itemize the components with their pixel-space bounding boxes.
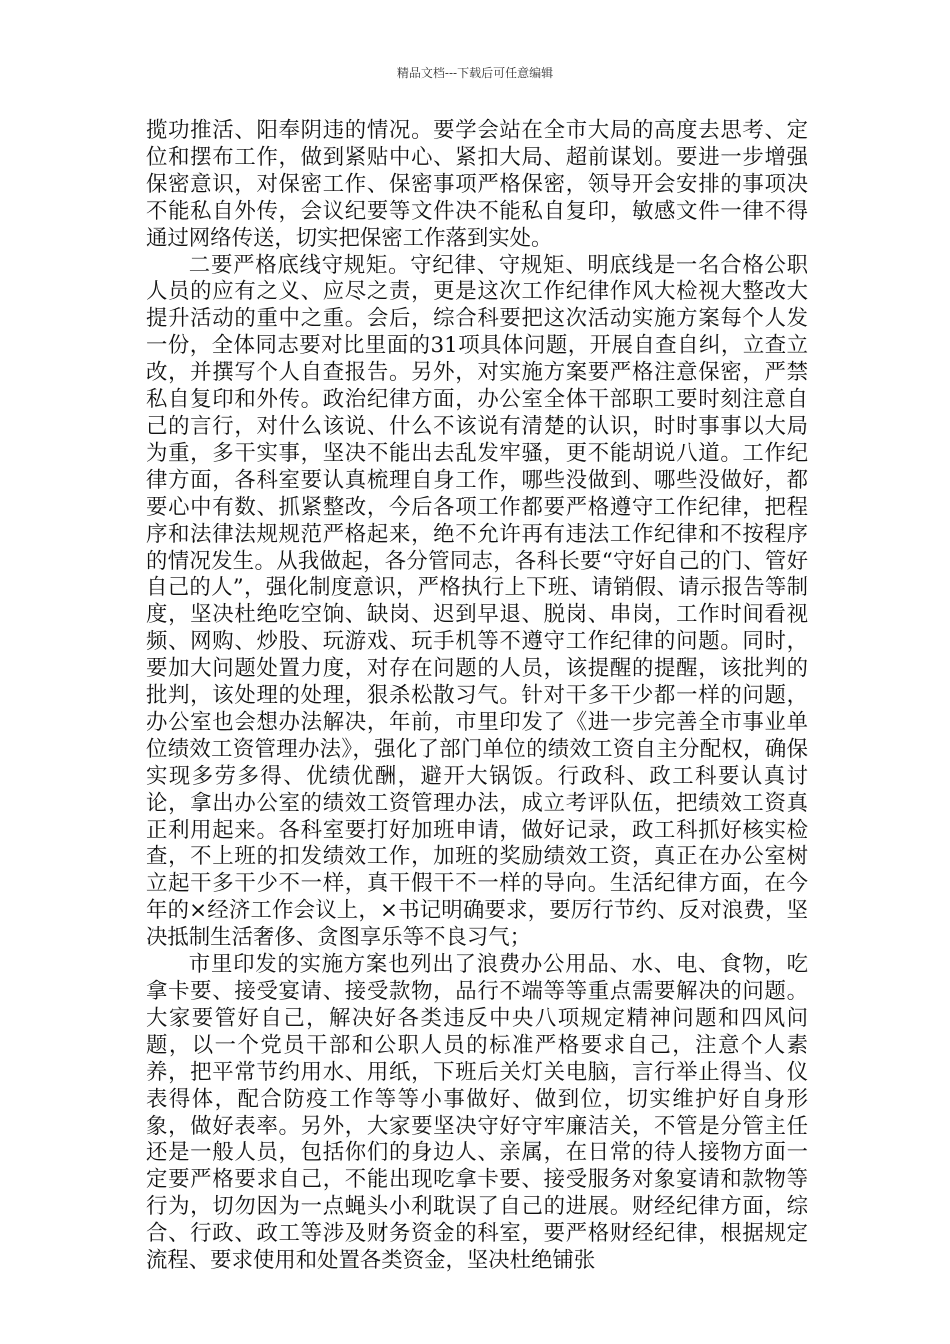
document-body [146, 118, 808, 1275]
page-header: 精品文档---下载后可任意编辑 [396, 66, 554, 80]
paragraph-implementation-plan: 市里印发的实施方案也列出了浪费办公用品、水、电、食物，吃拿卡要、接受宴请、接受款物，品行不端等等重点需要解决的问题。大家要管好自己，解决好各类违反中央八项规定精神问题和四风问题，以一个党员干部和公职人员的标准严格要求自己，注意个人素养，把平常节约用水、用纸，下班后关灯关电脑，言行举止得当、仪表得体，配合防疫工作等等小事做好、做到位，切实维护好自身形象，做好表率。另外，大家要坚决守好守牢廉洁关，不管是分管主任还是一般人员，包括你们的身边人、亲属，在日常的待人接物方面一定要严格要求自己，不能出现吃拿卡要、接受服务对象宴请和款物等行为，切勿因为一点蝇头小利耽误了自己的进展。财经纪律方面，综合、行政、政工等涉及财务资金的科室，要严格财经纪律，根据规定流程、要求使用和处置各类资金，坚决杜绝铺张 [146, 952, 808, 1274]
paragraph-discipline-rules: 二要严格底线守规矩。守纪律、守规矩、明底线是一名合格公职人员的应有之义、应尽之责，更是这次工作纪律作风大检视大整改大提升活动的重中之重。会后，综合科要把这次活动实施方案每个人发一份，全体同志要对比里面的31项具体问题，开展自查自纠，立查立改，并撰写个人自查报告。另外，对实施方案要严格注意保密，严禁私自复印和外传。政治纪律方面，办公室全体干部职工要时刻注意自己的言行，对什么该说、什么不该说有清楚的认识，时时事事以大局为重，多干实事，坚决不能出去乱发牢骚，更不能胡说八道。工作纪律方面，各科室要认真梳理自身工作，哪些没做到、哪些没做好，都要心中有数、抓紧整改，今后各项工作都要严格遵守工作纪律，把程序和法律法规规范严格起来，绝不允许再有违法工作纪律和不按程序的情况发生。从我做起，各分管同志，各科长要“守好自己的门、管好自己的人”，强化制度意识，严格执行上下班、请销假、请示报告等制度，坚决杜绝吃空饷、缺岗、迟到早退、脱岗、串岗，工作时间看视频、网购、炒股、玩游戏、玩手机等不遵守工作纪律的问题。同时，要加大问题处置力度，对存在问题的人员，该提醒的提醒，该批判的批判，该处理的处理，狠杀松散习气。针对干多干少都一样的问题，办公室也会想办法解决，年前，市里印发了《进一步完善全市事业单位绩效工资管理办法》，强化了部门单位的绩效工资自主分配权，确保实现多劳多得、优绩优酬，避开大锅饭。行政科、政工科要认真讨论，拿出办公室的绩效工资管理办法，成立考评队伍，把绩效工资真正利用起来。各科室要打好加班申请，做好记录，政工科抓好核实检查，不上班的扣发绩效工作，加班的奖励绩效工资，真正在办公室树立起干多干少不一样，真干假干不一样的导向。生活纪律方面，在今年的×经济工作会议上，×书记明确要求，要厉行节约、反对浪费，坚决抵制生活奢侈、贪图享乐等不良习气； [146, 252, 808, 951]
paragraph-continuation: 揽功推活、阳奉阴违的情况。要学会站在全市大局的高度去思考、定位和摆布工作，做到紧贴中心、紧扣大局、超前谋划。要进一步增强保密意识，对保密工作、保密事项严格保密，领导开会安排的事项决不能私自外传，会议纪要等文件决不能私自复印，敏感文件一律不得通过网络传送，切实把保密工作落到实处。 [146, 118, 808, 251]
